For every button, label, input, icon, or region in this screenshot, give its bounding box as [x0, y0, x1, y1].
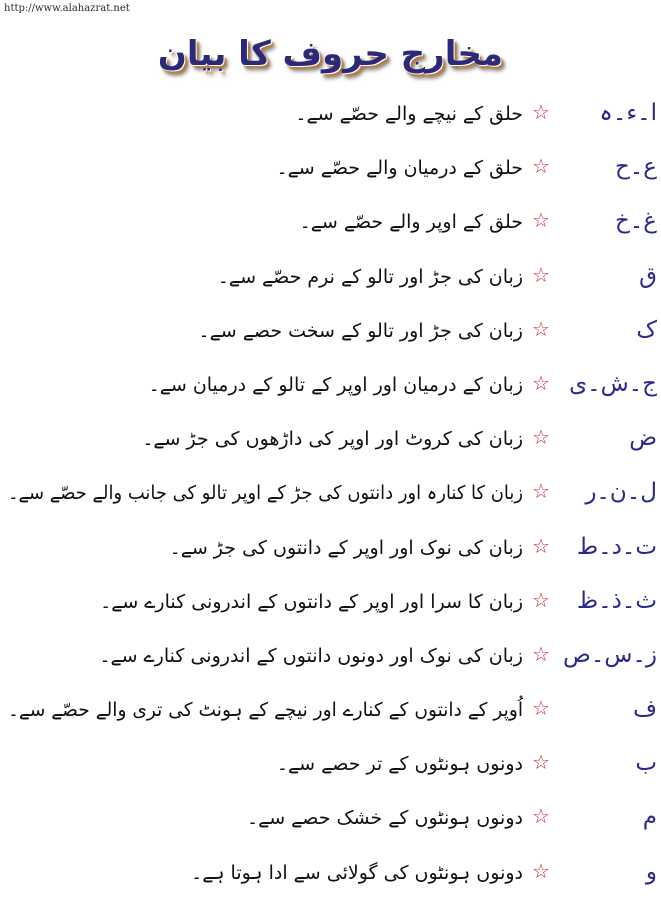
- letters-label: ق: [639, 262, 657, 289]
- list-item: [0, 146, 661, 200]
- description-text: اُوپر کے دانتوں کے کنارے اور نیچے کے ہونٹ کی تری والے حصّے سے۔: [7, 699, 524, 722]
- star-icon: ☆: [532, 641, 550, 666]
- star-icon: ☆: [532, 750, 550, 775]
- star-icon: ☆: [532, 533, 550, 558]
- letters-label: و: [645, 858, 657, 885]
- description-text: حلق کے درمیان والے حصّے سے۔: [276, 157, 523, 180]
- star-icon: ☆: [532, 316, 550, 341]
- letters-label: ز۔س۔ص: [563, 641, 657, 668]
- letters-label: ع۔ح: [614, 154, 657, 181]
- star-icon: ☆: [532, 587, 550, 612]
- description-text: حلق کے اوپر والے حصّے سے۔: [299, 211, 523, 234]
- description-text: زبان کی جڑ اور تالو کے سخت حصے سے۔: [198, 319, 523, 342]
- articulation-list: [0, 92, 661, 905]
- letters-label: ف: [633, 696, 657, 723]
- letters-label: ج۔ش۔ی: [569, 370, 657, 397]
- description-text: دونوں ہونٹوں کے تر حصے سے۔: [276, 753, 523, 776]
- letters-label: ب: [635, 750, 657, 777]
- description-text: زبان کا کنارہ اور دانتوں کی جڑ کے اوپر تالو کی جانب والے حصّے سے۔: [8, 482, 523, 505]
- star-icon: ☆: [532, 696, 550, 721]
- list-item: [0, 471, 661, 525]
- description-text: زبان کی نوک اور دونوں دانتوں کے اندرونی کنارے سے۔: [99, 644, 523, 667]
- description-text: زبان کے درمیان اور اوپر کے تالو کے درمیان سے۔: [148, 373, 523, 396]
- description-text: زبان کی کروٹ اور اوپر کی داڑھوں کی جڑ سے۔: [142, 428, 523, 451]
- letters-label: ل۔ن۔ر: [585, 479, 657, 506]
- star-icon: ☆: [532, 804, 550, 829]
- list-item: [0, 417, 661, 471]
- letters-label: ث۔ذ۔ظ: [576, 587, 657, 614]
- letters-label: ض: [629, 425, 657, 452]
- list-item: [0, 526, 661, 580]
- description-text: دونوں ہونٹوں کے خشک حصے سے۔: [246, 807, 523, 830]
- description-text: زبان کی نوک اور اوپر کے دانتوں کی جڑ سے۔: [169, 536, 523, 559]
- list-item: [0, 580, 661, 634]
- list-item: [0, 688, 661, 742]
- letters-label: ا۔ء۔ہ: [599, 100, 657, 126]
- list-item: [0, 309, 661, 363]
- letters-label: ک: [636, 316, 657, 343]
- list-item: [0, 851, 661, 905]
- list-item: [0, 634, 661, 688]
- description-text: حلق کے نیچے والے حصّے سے۔: [295, 103, 523, 125]
- description-text: زبان کی جڑ اور تالو کے نرم حصّے سے۔: [217, 265, 523, 288]
- star-icon: ☆: [532, 208, 550, 233]
- star-icon: ☆: [532, 154, 550, 179]
- page-title: مخارج حروف کا بیان: [157, 34, 504, 74]
- letters-label: م: [642, 804, 657, 831]
- star-icon: ☆: [532, 262, 550, 287]
- description-text: زبان کا سرا اور اوپر کے دانتوں کے اندرونی کنارے سے۔: [100, 590, 523, 613]
- star-icon: ☆: [532, 425, 550, 450]
- list-item: [0, 200, 661, 254]
- list-item: [0, 742, 661, 796]
- star-icon: ☆: [532, 858, 550, 883]
- letters-label: غ۔خ: [614, 208, 657, 235]
- list-item: [0, 796, 661, 850]
- letters-label: ت۔د۔ط: [576, 533, 657, 560]
- description-text: دونوں ہونٹوں کی گولائی سے ادا ہوتا ہے۔: [191, 861, 523, 884]
- list-item: [0, 92, 661, 146]
- star-icon: ☆: [532, 100, 550, 124]
- star-icon: ☆: [532, 370, 550, 395]
- source-url: http://www.alahazrat.net: [4, 3, 130, 14]
- list-item: [0, 363, 661, 417]
- list-item: [0, 255, 661, 309]
- star-icon: ☆: [532, 479, 550, 504]
